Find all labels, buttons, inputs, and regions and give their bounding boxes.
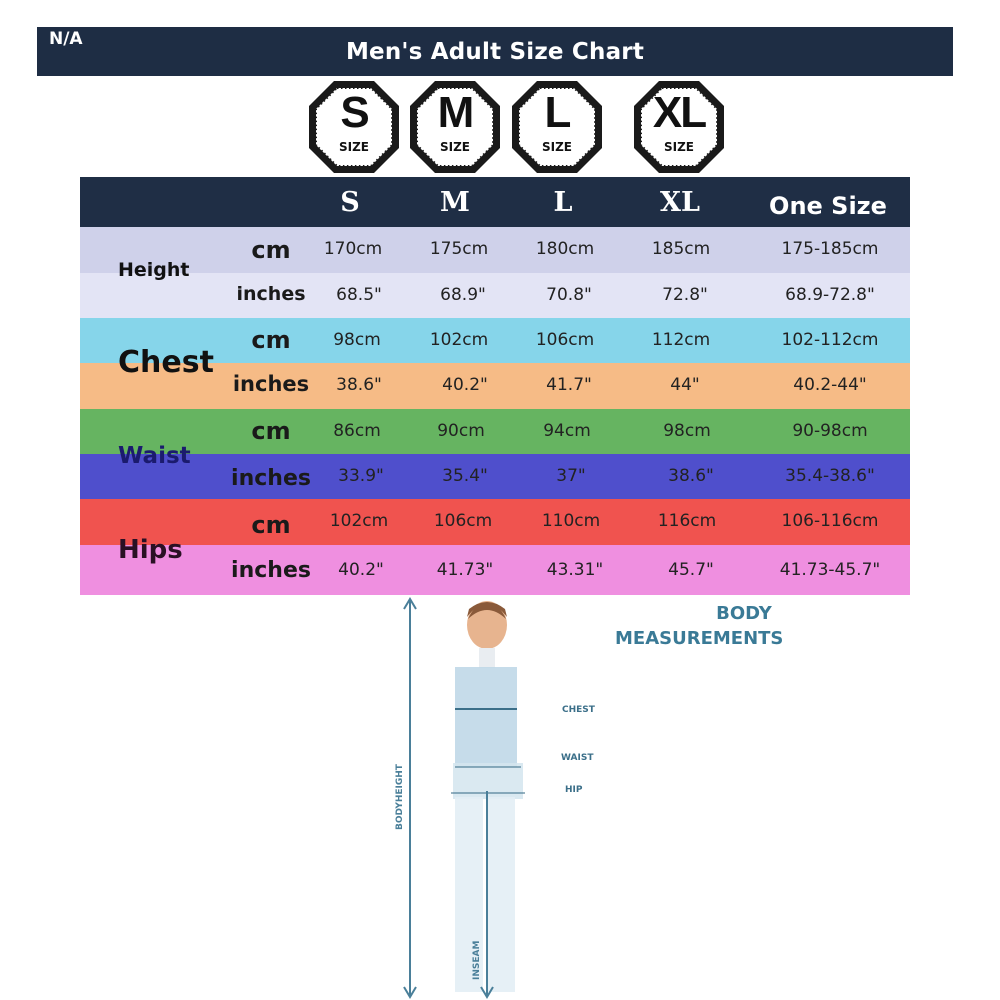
title-bar	[37, 27, 953, 76]
table-cell: 102cm	[429, 330, 489, 350]
table-row	[80, 227, 910, 273]
diagram-title-line1: BODY	[716, 603, 772, 624]
table-cell: 43.31"	[546, 560, 604, 580]
table-cell: 116cm	[657, 511, 717, 531]
unit-label: cm	[251, 236, 291, 264]
table-cell: 98cm	[333, 330, 381, 350]
table-row	[80, 409, 910, 455]
table-cell: 86cm	[333, 421, 381, 441]
table-cell: 41.73-45.7"	[779, 560, 881, 580]
size-badge-m	[408, 79, 502, 175]
badge-letter: L	[544, 88, 570, 137]
table-cell: 44"	[670, 375, 700, 395]
table-cell: 175cm	[429, 239, 489, 259]
badge-size-label: SIZE	[663, 140, 694, 154]
table-cell: 40.2"	[338, 560, 384, 580]
unit-label: cm	[251, 417, 291, 445]
size-badge-s	[307, 79, 401, 175]
table-cell: 175-185cm	[781, 239, 879, 259]
table-cell: 40.2-44"	[793, 375, 867, 395]
table-cell: 170cm	[323, 239, 383, 259]
unit-label: cm	[251, 326, 291, 354]
size-badge-xl	[632, 79, 726, 175]
table-row	[80, 273, 910, 319]
badge-size-label: SIZE	[439, 140, 470, 154]
table-cell: 90cm	[437, 421, 485, 441]
hip-label: HIP	[565, 785, 583, 795]
table-header	[80, 177, 910, 227]
column-header-xl: XL	[660, 187, 700, 218]
table-cell: 112cm	[651, 330, 711, 350]
table-cell: 102-112cm	[781, 330, 879, 350]
unit-label: inches	[231, 558, 311, 583]
inseam-label: INSEAM	[472, 940, 482, 980]
table-cell: 110cm	[541, 511, 601, 531]
diagram-title-line2: MEASUREMENTS	[615, 628, 784, 649]
page-title: Men's Adult Size Chart	[345, 39, 645, 65]
size-table	[80, 177, 910, 595]
table-cell: 94cm	[543, 421, 591, 441]
table-cell: 38.6"	[668, 466, 714, 486]
group-label-chest: Chest	[118, 345, 214, 380]
body-figure-illustration	[395, 595, 815, 1000]
waist-label: WAIST	[561, 753, 594, 763]
table-cell: 45.7"	[668, 560, 714, 580]
table-cell: 41.73"	[436, 560, 494, 580]
table-cell: 102cm	[329, 511, 389, 531]
na-label: N/A	[49, 29, 83, 49]
body-measurement-diagram	[395, 595, 815, 1000]
table-cell: 33.9"	[338, 466, 384, 486]
badge-letter: S	[340, 88, 368, 137]
column-header-one-size: One Size	[769, 192, 887, 220]
group-label-height: Height	[118, 259, 190, 281]
table-cell: 72.8"	[662, 285, 708, 305]
group-label-hips: Hips	[118, 535, 183, 565]
table-row	[80, 545, 910, 595]
table-cell: 185cm	[651, 239, 711, 259]
table-cell: 68.9-72.8"	[785, 285, 875, 305]
table-cell: 37"	[556, 466, 586, 486]
table-row	[80, 499, 910, 545]
table-cell: 180cm	[535, 239, 595, 259]
table-row	[80, 454, 910, 500]
unit-label: cm	[251, 511, 291, 539]
column-header-m: M	[440, 187, 470, 218]
table-cell: 98cm	[663, 421, 711, 441]
table-cell: 40.2"	[442, 375, 488, 395]
table-cell: 68.5"	[336, 285, 382, 305]
table-cell: 106cm	[433, 511, 493, 531]
table-cell: 106cm	[535, 330, 595, 350]
table-cell: 38.6"	[336, 375, 382, 395]
table-cell: 41.7"	[546, 375, 592, 395]
unit-label: inches	[232, 372, 310, 396]
group-label-waist: Waist	[118, 443, 191, 469]
unit-label: inches	[236, 283, 306, 305]
table-cell: 106-116cm	[781, 511, 879, 531]
column-header-s: S	[340, 187, 360, 218]
bodyheight-label: BODYHEIGHT	[395, 764, 405, 830]
badge-size-label: SIZE	[338, 140, 369, 154]
table-cell: 35.4-38.6"	[785, 466, 875, 486]
badge-size-label: SIZE	[541, 140, 572, 154]
badge-letter: M	[437, 88, 473, 137]
table-cell: 70.8"	[546, 285, 592, 305]
unit-label: inches	[231, 466, 311, 491]
chest-label: CHEST	[562, 705, 595, 715]
badge-letter: XL	[652, 88, 706, 137]
column-header-l: L	[553, 187, 573, 218]
table-cell: 68.9"	[440, 285, 486, 305]
table-cell: 90-98cm	[792, 421, 868, 441]
table-cell: 35.4"	[442, 466, 488, 486]
size-badge-l	[510, 79, 604, 175]
